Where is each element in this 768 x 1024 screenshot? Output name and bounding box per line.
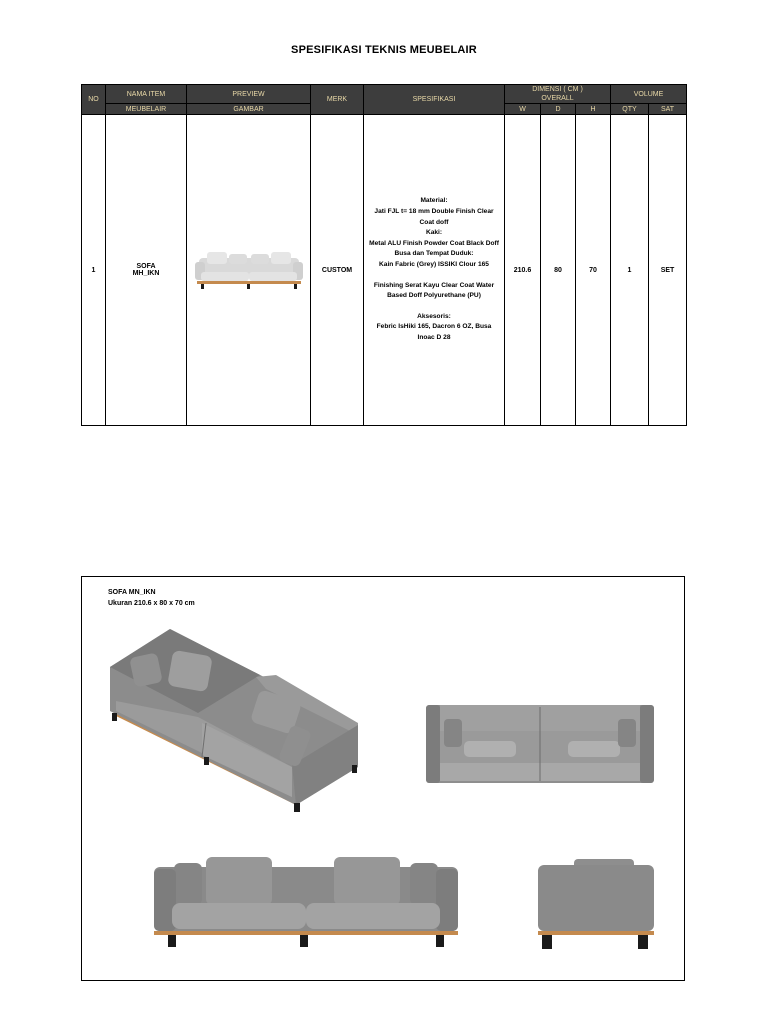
header-preview-2: GAMBAR: [187, 104, 311, 115]
cell-preview: [187, 115, 311, 426]
header-item-2: MEUBELAIR: [106, 104, 187, 115]
cell-qty: 1: [611, 115, 649, 426]
sofa-front-view: [152, 855, 460, 953]
header-spesifikasi: SPESIFIKASI: [364, 85, 505, 115]
header-merk: MERK: [311, 85, 364, 115]
cell-no: 1: [82, 115, 106, 426]
header-w: W: [505, 104, 541, 115]
cell-sat: SET: [649, 115, 687, 426]
cell-d: 80: [541, 115, 576, 426]
header-sat: SAT: [649, 104, 687, 115]
header-item-1: NAMA ITEM: [106, 85, 187, 104]
header-no: NO: [82, 85, 106, 115]
header-preview-1: PREVIEW: [187, 85, 311, 104]
header-h: H: [576, 104, 611, 115]
drawing-caption-size: Ukuran 210.6 x 80 x 70 cm: [108, 600, 195, 607]
spec-table: [81, 84, 687, 426]
table-row: [82, 115, 687, 426]
cell-w: 210.6: [505, 115, 541, 426]
cell-item: SOFA MH_IKN: [106, 115, 187, 426]
cell-h: 70: [576, 115, 611, 426]
sofa-isometric-view: [106, 627, 366, 817]
header-volume: VOLUME: [611, 85, 687, 104]
drawing-caption: [108, 587, 195, 609]
sofa-preview-image: [193, 248, 305, 292]
drawing-sheet: [81, 576, 685, 981]
header-qty: QTY: [611, 104, 649, 115]
header-d: D: [541, 104, 576, 115]
drawing-caption-title: SOFA MN_IKN: [108, 589, 156, 596]
sofa-top-view: [424, 703, 656, 785]
cell-merk: CUSTOM: [311, 115, 364, 426]
header-dimensi: DIMENSI ( CM ) OVERALL: [505, 85, 611, 104]
sofa-side-view: [534, 857, 654, 953]
cell-spesifikasi: Material: Jati FJL t= 18 mm Double Finish Clear Coat doff Kaki: Metal ALU Finish Powder Coat Black Doff Busa dan Tempat Duduk: Kain Fabric (Grey) ISSIKI Clour 165 Finishing Serat Kayu Clear Coat Water Based Doff Polyurethane (PU) Aksesoris: Febric IsHiki 165, Dacron 6 OZ, Busa Inoac D 28: [364, 115, 505, 426]
document-title: SPESIFIKASI TEKNIS MEUBELAIR: [291, 44, 477, 56]
